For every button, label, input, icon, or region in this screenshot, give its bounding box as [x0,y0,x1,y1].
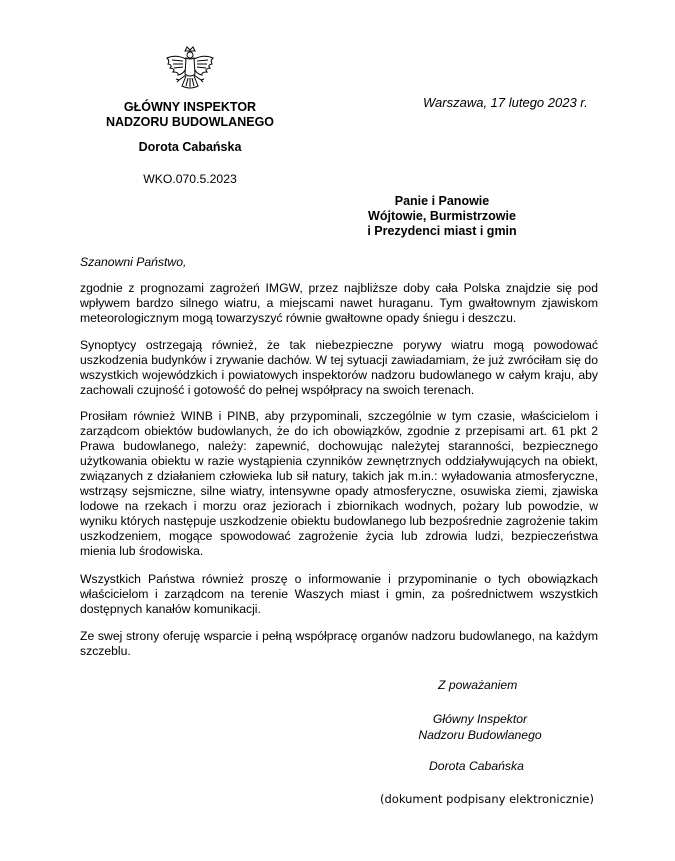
issuer-name-line2: NADZORU BUDOWLANEGO [105,115,275,129]
closing-title-line2: Nadzoru Budowlanego [418,728,542,742]
body-paragraph-2: Synoptycy ostrzegają również, że tak niebezpieczne porywy wiatru mogą powodować uszkodzenia budynków i zrywanie dachów. W tej sytuacji zawiadamiam, że już zwróciłam się do wszystkich wojewódzkich i powiatowych inspektorów nadzoru budowlanego w całym kraju, aby zachowali czujność i gotowość do pełnej współpracy na swoich terenach. [80,338,598,397]
salutation: Szanowni Państwo, [80,255,187,269]
closing-name: Dorota Cabańska [429,759,524,773]
reference-number: WKO.070.5.2023 [143,172,237,186]
addressee-line1: Panie i Panowie [394,194,490,208]
closing-title-line1: Główny Inspektor [432,712,528,726]
issuer-signatory: Dorota Cabańska [138,140,242,154]
addressee-line2: Wójtowie, Burmistrzowie [368,209,516,223]
body-paragraph-1: zgodnie z prognozami zagrożeń IMGW, przez najbliższe doby cała Polska znajdzie się pod wpływem bardzo silnego wiatru, a miejscami nawet huraganu. Tym gwałtownym zjawiskom meteorologicznym mogą towarzyszyć równie gwałtowne opady śniegu i deszczu. [80,281,598,325]
body-paragraph-3: Prosiłam również WINB i PINB, aby przypominali, szczególnie w tym czasie, właścicielom i zarządcom obiektów budowlanych, że do ich obowiązków, zgodnie z przepisami art. 61 pkt 2 Prawa budowlanego, należy: zapewnić, dochowując należytej staranności, bezpiecznego użytkowania obiektu w razie wystąpienia czynników zewnętrznych oddziaływujących na obiekt, związanych z działaniem człowieka lub sił natury, takich jak m.in.: wyładowania atmosferyczne, wstrząsy sejsmiczne, silne wiatry, intensywne opady atmosferyczne, osuwiska ziemi, zjawiska lodowe na rzekach i morzu oraz jeziorach i zbiornikach wodnych, pożary lub powodzie, w wyniku których następuje uszkodzenie obiektu budowlanego lub bezpośrednie zagrożenie takim uszkodzeniem, mogące spowodować zagrożenie życia lub zdrowia ludzi, bezpieczeństwa mienia lub środowiska. [80,409,598,558]
body-paragraph-4: Wszystkich Państwa również proszę o informowanie i przypominanie o tych obowiązkach właścicielom i zarządcom na terenie Waszych miast i gmin, za pośrednictwem wszystkich dostępnych kanałów komunikacji. [80,572,598,616]
addressee-block [362,194,522,239]
e-signature-note: (dokument podpisany elektronicznie) [380,792,594,806]
closing-regards: Z poważaniem [438,678,518,692]
closing-title [400,711,560,743]
issuer-block [90,100,290,130]
addressee-line3: i Prezydenci miast i gmin [367,224,517,238]
body-paragraph-5: Ze swej strony oferuję wsparcie i pełną współpracę organów nadzoru budowlanego, na każdym szczeblu. [80,629,598,658]
issuer-name-line1: GŁÓWNY INSPEKTOR [123,100,257,114]
place-date: Warszawa, 17 lutego 2023 r. [423,95,588,110]
polish-eagle-emblem-icon [164,44,216,94]
